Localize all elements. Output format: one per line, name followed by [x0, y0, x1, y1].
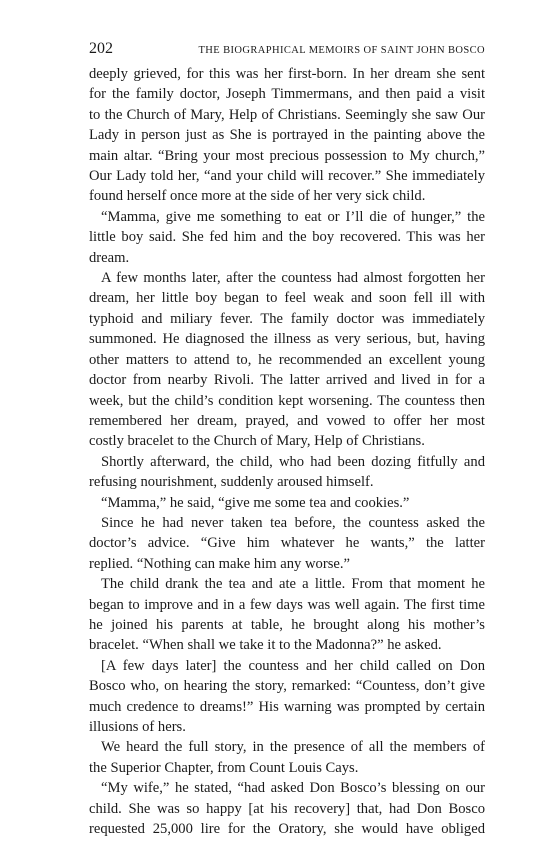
text-line: Bosco who, on hearing the story, remarked: “Countess, don’t give — [89, 678, 485, 695]
text-line: Lady in person just as She is portrayed in the painting above the — [89, 127, 485, 144]
text-line: doctor from nearby Rivoli. The latter arrived and lived in for a — [89, 372, 485, 389]
text-line: to the Church of Mary, Help of Christians. Seemingly she saw Our — [89, 106, 485, 123]
text-line: Our Lady told her, “and your child will recover.” She immediately — [89, 168, 485, 185]
text-line: child. She was so happy [at his recovery] that, had Don Bosco — [89, 800, 485, 817]
text-line: costly bracelet to the Church of Mary, Help of Christians. — [89, 433, 425, 450]
text-line: he joined his parents at table, he brought along his mother’s — [89, 616, 485, 633]
paragraph — [89, 207, 485, 268]
page-header — [89, 40, 485, 64]
text-line: other matters to attend to, he recommended an excellent young — [89, 351, 485, 368]
paragraph — [89, 493, 485, 513]
body-text — [89, 64, 485, 839]
paragraph — [89, 656, 485, 738]
text-line: Since he had never taken tea before, the countess asked the — [101, 514, 485, 531]
paragraph — [89, 64, 485, 207]
text-line: A few months later, after the countess had almost forgotten her — [101, 270, 485, 287]
book-page — [89, 40, 485, 839]
text-line: refusing nourishment, suddenly aroused himself. — [89, 474, 374, 491]
page-number: 202 — [89, 40, 113, 57]
paragraph — [89, 268, 485, 452]
text-line: deeply grieved, for this was her first-born. In her dream she sent — [89, 66, 485, 82]
text-line: remembered her dream, prayed, and vowed to offer her most — [89, 412, 485, 429]
text-line: week, but the child’s condition kept worsening. The countess then — [89, 392, 485, 409]
text-line: little boy said. She fed him and the boy recovered. This was her — [89, 229, 485, 246]
text-line: requested 25,000 lire for the Oratory, she would have obliged — [89, 821, 485, 838]
text-line: began to improve and in a few days was well again. The first time — [89, 596, 485, 613]
text-line: “Mamma, give me something to eat or I’ll die of hunger,” the — [101, 208, 485, 225]
text-line: “Mamma,” he said, “give me some tea and cookies.” — [101, 494, 410, 511]
text-line: “My wife,” he stated, “had asked Don Bosco’s blessing on our — [101, 780, 485, 797]
text-line: [A few days later] the countess and her child called on Don — [101, 657, 485, 674]
text-line: illusions of hers. — [89, 719, 186, 735]
paragraph — [89, 778, 485, 839]
text-line: The child drank the tea and ate a little. From that moment he — [101, 576, 485, 593]
text-line: main altar. “Bring your most precious possession to My church,” — [89, 147, 485, 164]
running-head: THE BIOGRAPHICAL MEMOIRS OF SAINT JOHN BOSCO — [198, 45, 485, 56]
paragraph — [89, 513, 485, 574]
text-line: found herself once more at the side of her very sick child. — [89, 188, 426, 205]
text-line: Shortly afterward, the child, who had been dozing fitfully and — [101, 453, 485, 470]
text-line: We heard the full story, in the presence of all the members of — [101, 739, 485, 756]
text-line: replied. “Nothing can make him any worse.” — [89, 555, 350, 572]
text-line: for the family doctor, Joseph Timmermans, and then paid a visit — [89, 86, 485, 103]
text-line: dream, her little boy began to feel weak and soon fell ill with — [89, 290, 485, 307]
text-line: dream. — [89, 249, 130, 266]
text-line: summoned. He diagnosed the illness as very serious, but, having — [89, 331, 485, 348]
text-line: the Superior Chapter, from Count Louis Cays. — [89, 759, 359, 776]
text-line: bracelet. “When shall we take it to the Madonna?” he asked. — [89, 637, 442, 654]
paragraph — [89, 574, 485, 656]
text-line: doctor’s advice. “Give him whatever he wants,” the latter — [89, 535, 485, 552]
paragraph — [89, 452, 485, 493]
paragraph — [89, 737, 485, 778]
text-line: typhoid and miliary fever. The family doctor was immediately — [89, 310, 485, 327]
text-line: much credence to dreams!” His warning was prompted by certain — [89, 698, 485, 715]
